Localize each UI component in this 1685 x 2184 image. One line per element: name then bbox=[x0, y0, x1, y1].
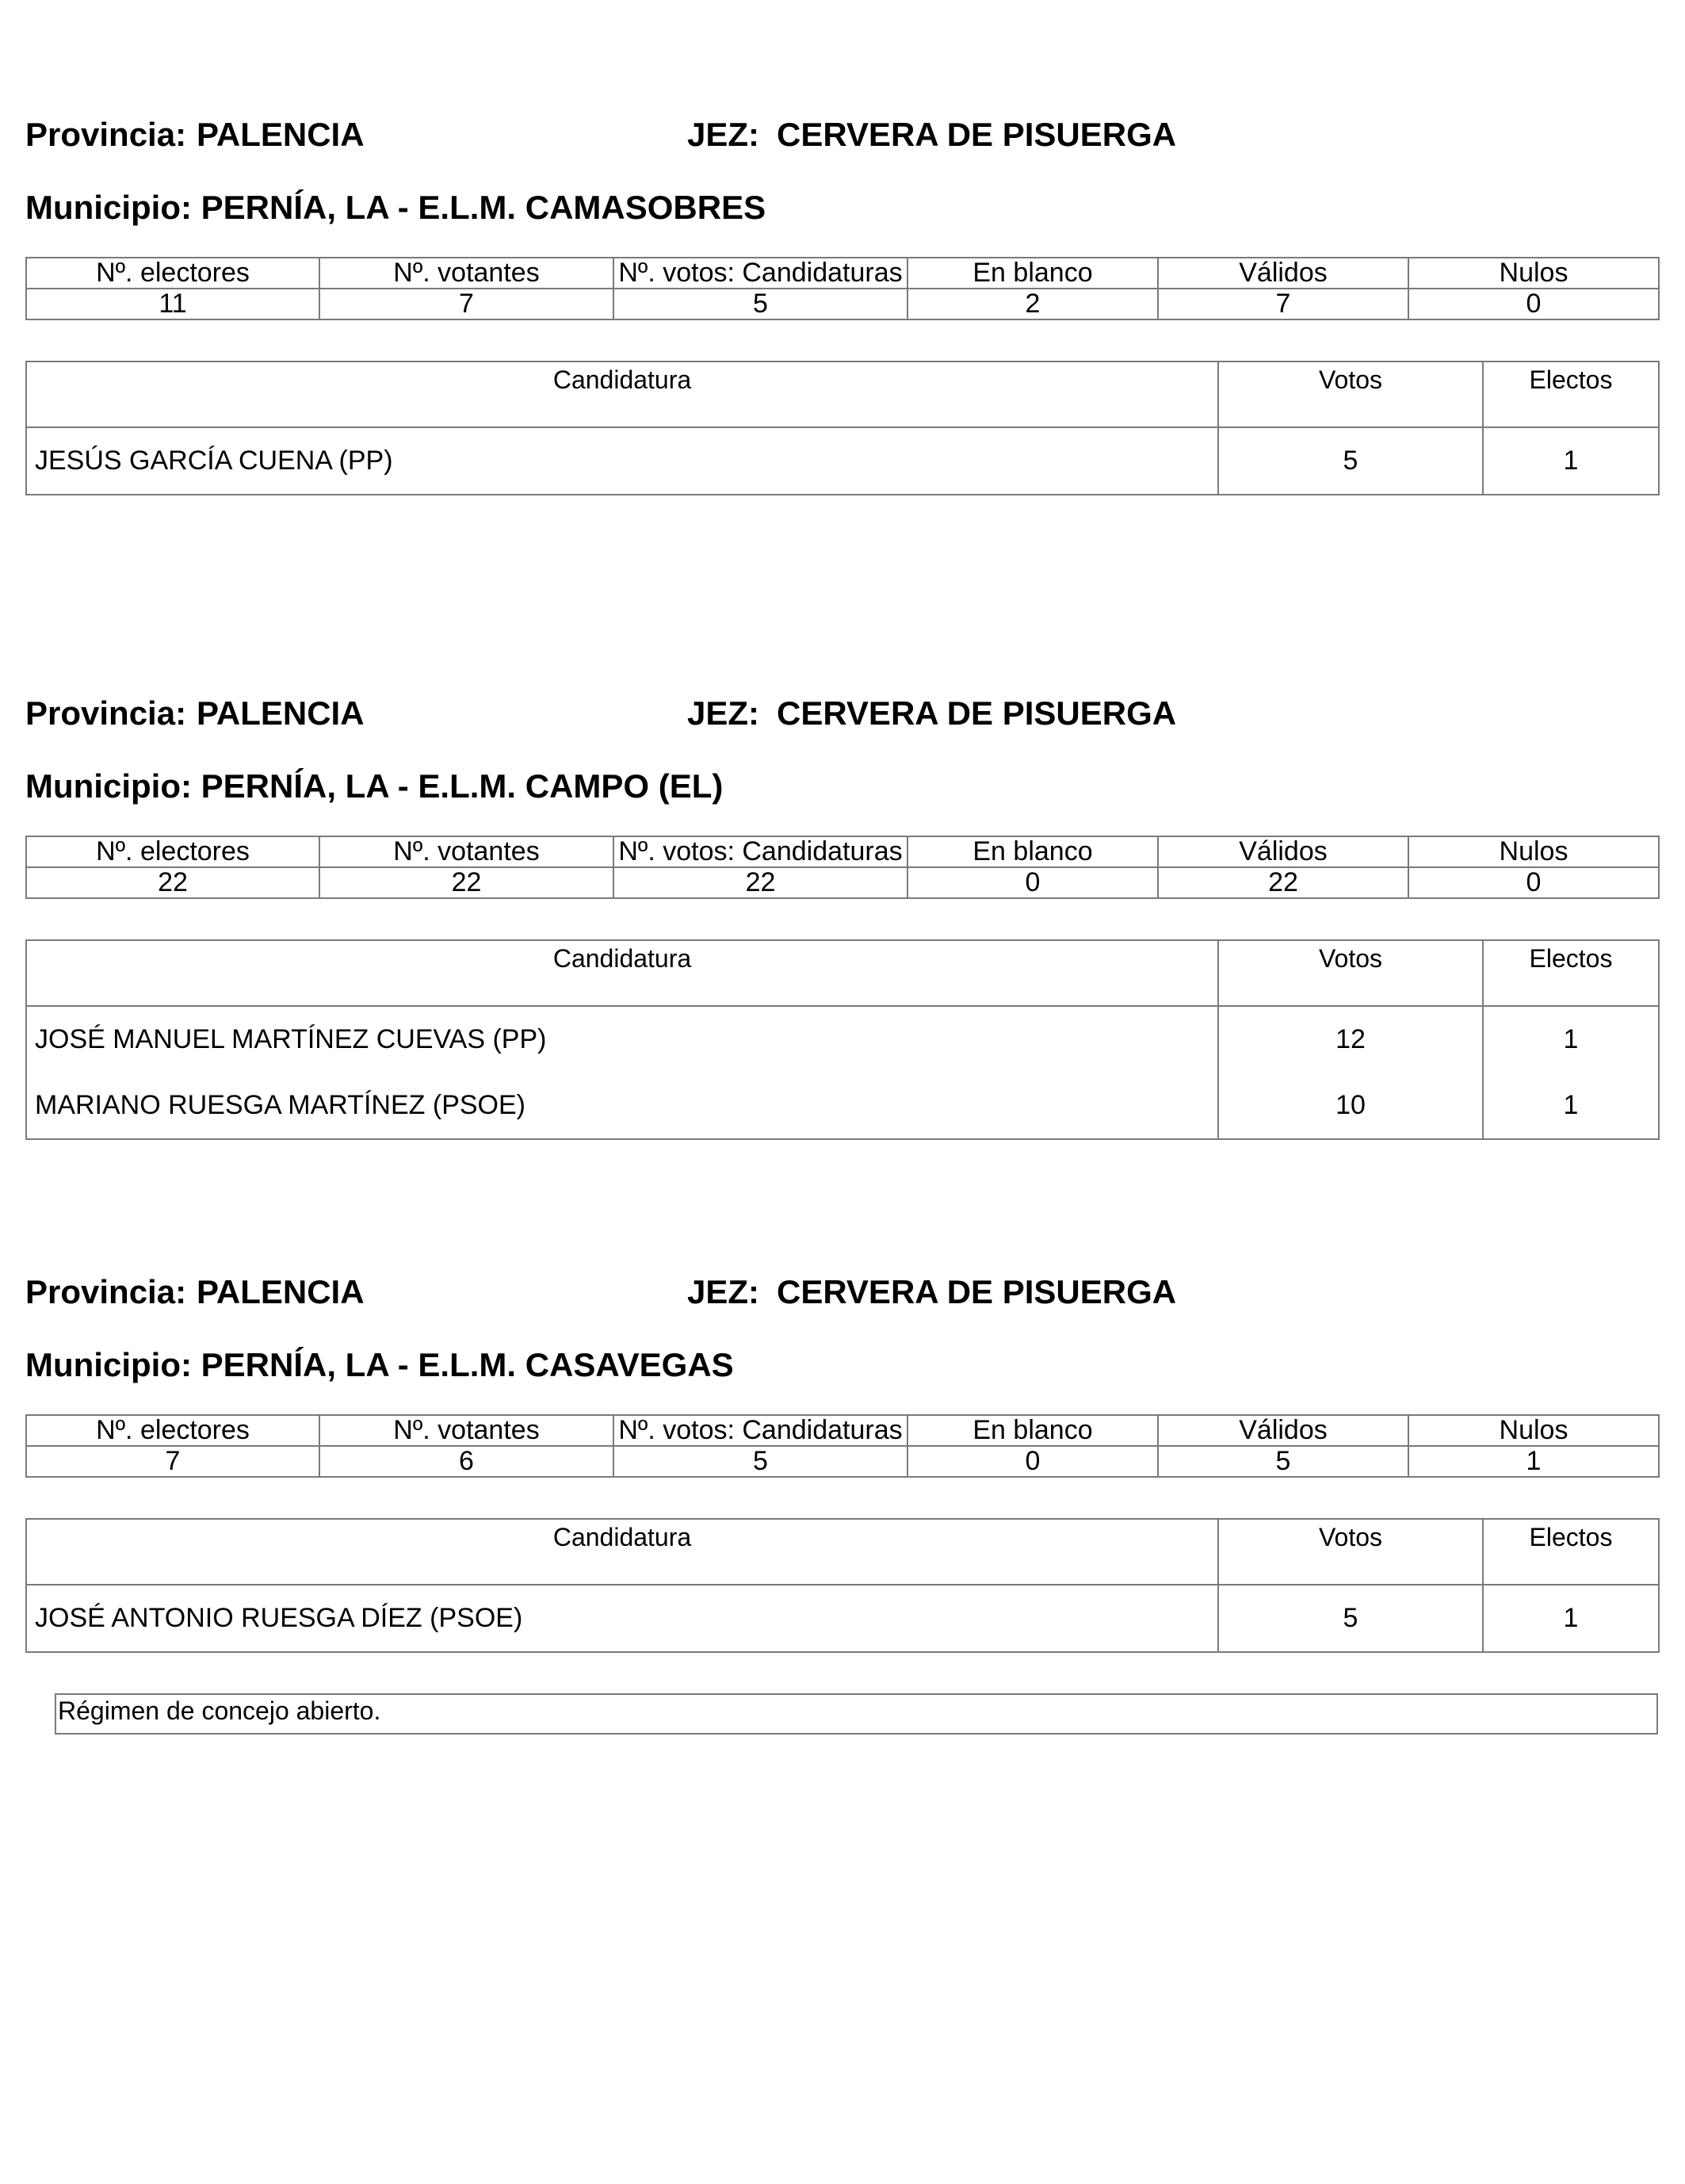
candidate-row bbox=[26, 427, 1659, 495]
candidates-table bbox=[25, 1518, 1660, 1653]
candidate-electos: 1 bbox=[1483, 427, 1659, 495]
cand-header-candidatura: Candidatura bbox=[26, 940, 1218, 1006]
candidates-table bbox=[25, 361, 1660, 495]
cand-header-electos: Electos bbox=[1483, 940, 1659, 1006]
provincia-label: Provincia: bbox=[25, 116, 187, 153]
section-campo-el bbox=[0, 579, 1685, 1149]
stats-table bbox=[25, 257, 1660, 320]
stat-value: 22 bbox=[1158, 867, 1408, 898]
stat-value: 0 bbox=[907, 867, 1158, 898]
note-box: Régimen de concejo abierto. bbox=[55, 1693, 1658, 1735]
candidates-header-row bbox=[26, 361, 1659, 427]
candidate-name: JOSÉ ANTONIO RUESGA DÍEZ (PSOE) bbox=[26, 1585, 1218, 1652]
candidate-votos: 5 bbox=[1218, 427, 1483, 495]
stat-value: 7 bbox=[26, 1446, 319, 1477]
stat-header: En blanco bbox=[907, 836, 1158, 867]
section-camasobres bbox=[0, 0, 1685, 571]
stat-header: Nulos bbox=[1408, 258, 1659, 289]
stat-header: Nº. electores bbox=[26, 836, 319, 867]
stat-value: 7 bbox=[1158, 289, 1408, 319]
stats-value-row bbox=[26, 867, 1659, 898]
cand-header-votos: Votos bbox=[1218, 361, 1483, 427]
candidate-row bbox=[26, 1585, 1659, 1652]
jez-label: JEZ: bbox=[687, 694, 760, 732]
candidate-electos: 1 bbox=[1483, 1006, 1659, 1073]
stat-header: En blanco bbox=[907, 1415, 1158, 1446]
stat-header: Válidos bbox=[1158, 836, 1408, 867]
stat-header: Nº. votos: Candidaturas bbox=[613, 1415, 907, 1446]
stat-header: Nº. votantes bbox=[319, 1415, 613, 1446]
provincia-value: PALENCIA bbox=[197, 1273, 365, 1310]
provincia-value: PALENCIA bbox=[197, 694, 365, 732]
stat-value: 6 bbox=[319, 1446, 613, 1477]
candidates-table bbox=[25, 939, 1660, 1140]
candidate-name: JESÚS GARCÍA CUENA (PP) bbox=[26, 427, 1218, 495]
jez-value: CERVERA DE PISUERGA bbox=[777, 694, 1177, 732]
stat-value: 0 bbox=[1408, 289, 1659, 319]
municipio-label: Municipio: bbox=[25, 767, 192, 805]
stat-value: 2 bbox=[907, 289, 1158, 319]
municipio-line bbox=[25, 767, 723, 805]
stat-value: 5 bbox=[613, 289, 907, 319]
stats-table bbox=[25, 836, 1660, 899]
provincia-label: Provincia: bbox=[25, 694, 187, 732]
stat-header: Nº. electores bbox=[26, 1415, 319, 1446]
stat-value: 22 bbox=[26, 867, 319, 898]
stat-value: 5 bbox=[1158, 1446, 1408, 1477]
municipio-value: PERNÍA, LA - E.L.M. CAMPO (EL) bbox=[201, 767, 724, 805]
municipio-label: Municipio: bbox=[25, 189, 192, 226]
candidate-votos: 5 bbox=[1218, 1585, 1483, 1652]
stat-header: Nº. votos: Candidaturas bbox=[613, 258, 907, 289]
stat-header: Válidos bbox=[1158, 1415, 1408, 1446]
municipio-value: PERNÍA, LA - E.L.M. CASAVEGAS bbox=[201, 1346, 734, 1383]
stat-header: Nº. votantes bbox=[319, 836, 613, 867]
section-casavegas bbox=[0, 1157, 1685, 1728]
stat-header: Nº. votantes bbox=[319, 258, 613, 289]
stat-value: 11 bbox=[26, 289, 319, 319]
candidate-electos: 1 bbox=[1483, 1585, 1659, 1652]
jez-label: JEZ: bbox=[687, 1273, 760, 1310]
cand-header-votos: Votos bbox=[1218, 1519, 1483, 1585]
stats-value-row bbox=[26, 1446, 1659, 1477]
stat-header: Nº. electores bbox=[26, 258, 319, 289]
stats-value-row bbox=[26, 289, 1659, 319]
stat-value: 1 bbox=[1408, 1446, 1659, 1477]
municipio-label: Municipio: bbox=[25, 1346, 192, 1383]
stats-table bbox=[25, 1414, 1660, 1478]
stat-value: 22 bbox=[319, 867, 613, 898]
candidates-header-row bbox=[26, 940, 1659, 1006]
cand-header-electos: Electos bbox=[1483, 1519, 1659, 1585]
cand-header-votos: Votos bbox=[1218, 940, 1483, 1006]
stat-value: 5 bbox=[613, 1446, 907, 1477]
provincia-label: Provincia: bbox=[25, 1273, 187, 1310]
stat-header: Nulos bbox=[1408, 836, 1659, 867]
cand-header-candidatura: Candidatura bbox=[26, 1519, 1218, 1585]
stat-header: En blanco bbox=[907, 258, 1158, 289]
candidate-name: MARIANO RUESGA MARTÍNEZ (PSOE) bbox=[26, 1073, 1218, 1139]
stats-header-row bbox=[26, 1415, 1659, 1446]
stat-value: 0 bbox=[1408, 867, 1659, 898]
cand-header-candidatura: Candidatura bbox=[26, 361, 1218, 427]
municipio-line bbox=[25, 189, 766, 227]
jez-value: CERVERA DE PISUERGA bbox=[777, 1273, 1177, 1310]
stat-header: Nº. votos: Candidaturas bbox=[613, 836, 907, 867]
stat-value: 22 bbox=[613, 867, 907, 898]
jez-value: CERVERA DE PISUERGA bbox=[777, 116, 1177, 153]
stats-header-row bbox=[26, 258, 1659, 289]
municipio-line bbox=[25, 1346, 734, 1384]
candidate-electos: 1 bbox=[1483, 1073, 1659, 1139]
stat-value: 7 bbox=[319, 289, 613, 319]
stat-header: Válidos bbox=[1158, 258, 1408, 289]
municipio-value: PERNÍA, LA - E.L.M. CAMASOBRES bbox=[201, 189, 766, 226]
candidate-row bbox=[26, 1006, 1659, 1073]
stats-header-row bbox=[26, 836, 1659, 867]
candidate-votos: 12 bbox=[1218, 1006, 1483, 1073]
stat-header: Nulos bbox=[1408, 1415, 1659, 1446]
candidate-row bbox=[26, 1073, 1659, 1139]
stat-value: 0 bbox=[907, 1446, 1158, 1477]
jez-label: JEZ: bbox=[687, 116, 760, 153]
candidate-votos: 10 bbox=[1218, 1073, 1483, 1139]
cand-header-electos: Electos bbox=[1483, 361, 1659, 427]
provincia-value: PALENCIA bbox=[197, 116, 365, 153]
candidate-name: JOSÉ MANUEL MARTÍNEZ CUEVAS (PP) bbox=[26, 1006, 1218, 1073]
candidates-header-row bbox=[26, 1519, 1659, 1585]
